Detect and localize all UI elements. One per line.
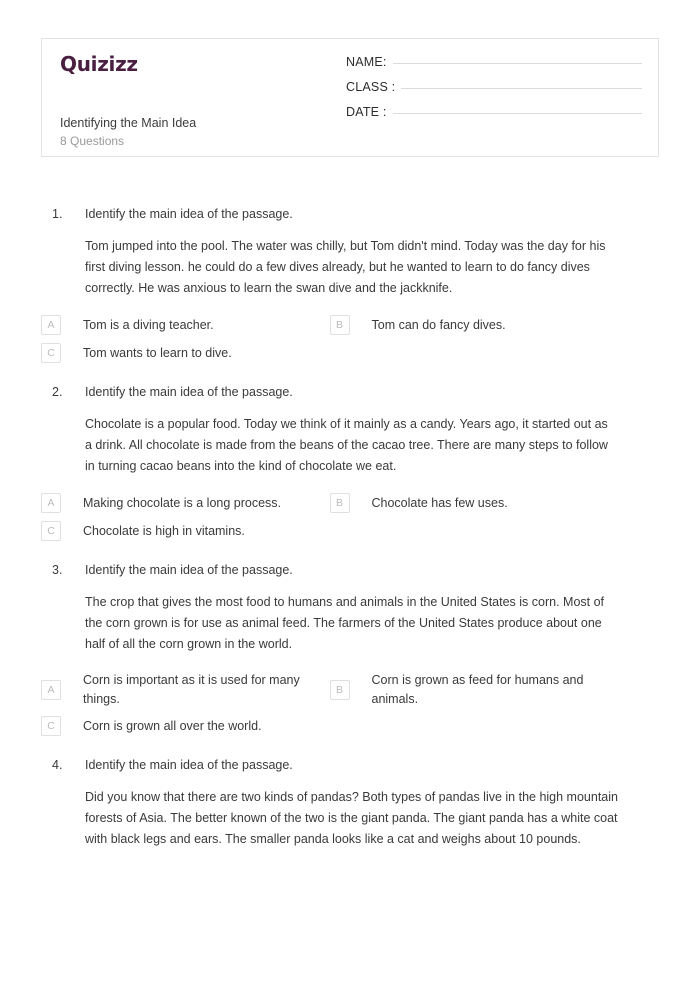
class-field-row — [346, 80, 642, 94]
answer-option[interactable] — [41, 489, 330, 517]
answer-option[interactable] — [330, 489, 619, 517]
answer-options — [41, 489, 618, 545]
question-count-label: 8 Questions — [60, 133, 125, 148]
question-number: 2. — [52, 385, 63, 400]
date-field-row — [346, 105, 642, 119]
question-heading — [0, 383, 659, 401]
question-item — [0, 756, 700, 850]
option-letter-box: A — [41, 493, 61, 513]
question-passage: Tom jumped into the pool. The water was chilly, but Tom didn't mind. Today was the day for his first diving lesson. he could do a few dives already, but he wanted to learn to do fancy dives correctly. He was anxious to learn the swan dive and the jackknife. — [85, 239, 606, 296]
option-text: Corn is grown as feed for humans and animals. — [371, 673, 584, 706]
question-heading — [0, 756, 659, 774]
question-number: 4. — [52, 757, 63, 772]
answer-option[interactable] — [330, 311, 619, 339]
option-letter-box: C — [41, 521, 61, 541]
option-letter-box: C — [41, 716, 61, 736]
answer-options — [41, 311, 618, 367]
option-text: Making chocolate is a long process. — [83, 496, 282, 511]
option-letter-box: A — [41, 680, 61, 700]
page-title: Identifying the Main Idea — [60, 116, 197, 130]
option-letter-box: C — [41, 343, 61, 363]
question-prompt: Identify the main idea of the passage. — [85, 563, 293, 578]
option-text: Chocolate is high in vitamins. — [83, 524, 245, 539]
date-field-label: DATE : — [346, 105, 387, 119]
question-item — [0, 205, 700, 367]
answer-option[interactable] — [41, 667, 330, 711]
quizizz-logo: Quizizz — [60, 52, 138, 76]
answer-option[interactable] — [41, 517, 618, 545]
question-number: 1. — [52, 207, 63, 221]
question-number: 3. — [52, 563, 63, 578]
option-text: Corn is grown all over the world. — [83, 718, 262, 733]
answer-options — [41, 667, 618, 739]
question-spacer — [0, 367, 700, 383]
student-info-fields — [342, 39, 658, 156]
question-passage: The crop that gives the most food to humans and animals in the United States is corn. Most of the corn grown is for use as animal feed. The farmers of the United States produce about one half of all the corn grown in the world. — [85, 595, 605, 652]
option-letter-box: A — [41, 315, 61, 335]
question-passage: Chocolate is a popular food. Today we think of it mainly as a candy. Years ago, it started out as a drink. All chocolate is made from the beans of the cacao tree. There are many steps to follow in turning cacao beans into the kind of chocolate we eat. — [85, 417, 608, 474]
answer-option[interactable] — [41, 311, 330, 339]
option-text: Chocolate has few uses. — [371, 496, 508, 511]
option-text: Tom can do fancy dives. — [371, 318, 506, 333]
question-prompt: Identify the main idea of the passage. — [85, 207, 293, 221]
name-field-label: NAME: — [346, 55, 387, 69]
question-item — [0, 561, 700, 739]
answer-option[interactable] — [41, 339, 618, 367]
question-heading — [0, 205, 659, 223]
header-brand-section — [42, 39, 342, 156]
question-passage: Did you know that there are two kinds of pandas? Both types of pandas live in the high mountain forests of Asia. The better known of the two is the giant panda. The giant panda has a white coat with black legs and ears. The smaller panda looks like a cat and weighs about 10 pounds. — [85, 789, 618, 846]
option-text: Corn is important as it is used for many things. — [83, 673, 300, 706]
questions-list — [0, 205, 700, 850]
date-input[interactable] — [393, 113, 642, 114]
option-letter-box: B — [330, 680, 350, 700]
answer-option[interactable] — [330, 667, 619, 711]
question-prompt: Identify the main idea of the passage. — [85, 385, 293, 400]
question-spacer — [0, 545, 700, 561]
question-prompt: Identify the main idea of the passage. — [85, 757, 293, 772]
answer-option[interactable] — [41, 712, 618, 740]
name-input[interactable] — [393, 63, 642, 64]
option-letter-box: B — [330, 315, 350, 335]
question-heading — [0, 561, 659, 579]
name-field-row — [346, 55, 642, 69]
worksheet-header — [41, 38, 659, 157]
option-text: Tom is a diving teacher. — [83, 318, 214, 333]
class-input[interactable] — [401, 88, 642, 89]
question-item — [0, 383, 700, 545]
question-spacer — [0, 740, 700, 756]
class-field-label: CLASS : — [346, 80, 396, 94]
option-text: Tom wants to learn to dive. — [83, 346, 232, 361]
option-letter-box: B — [330, 493, 350, 513]
